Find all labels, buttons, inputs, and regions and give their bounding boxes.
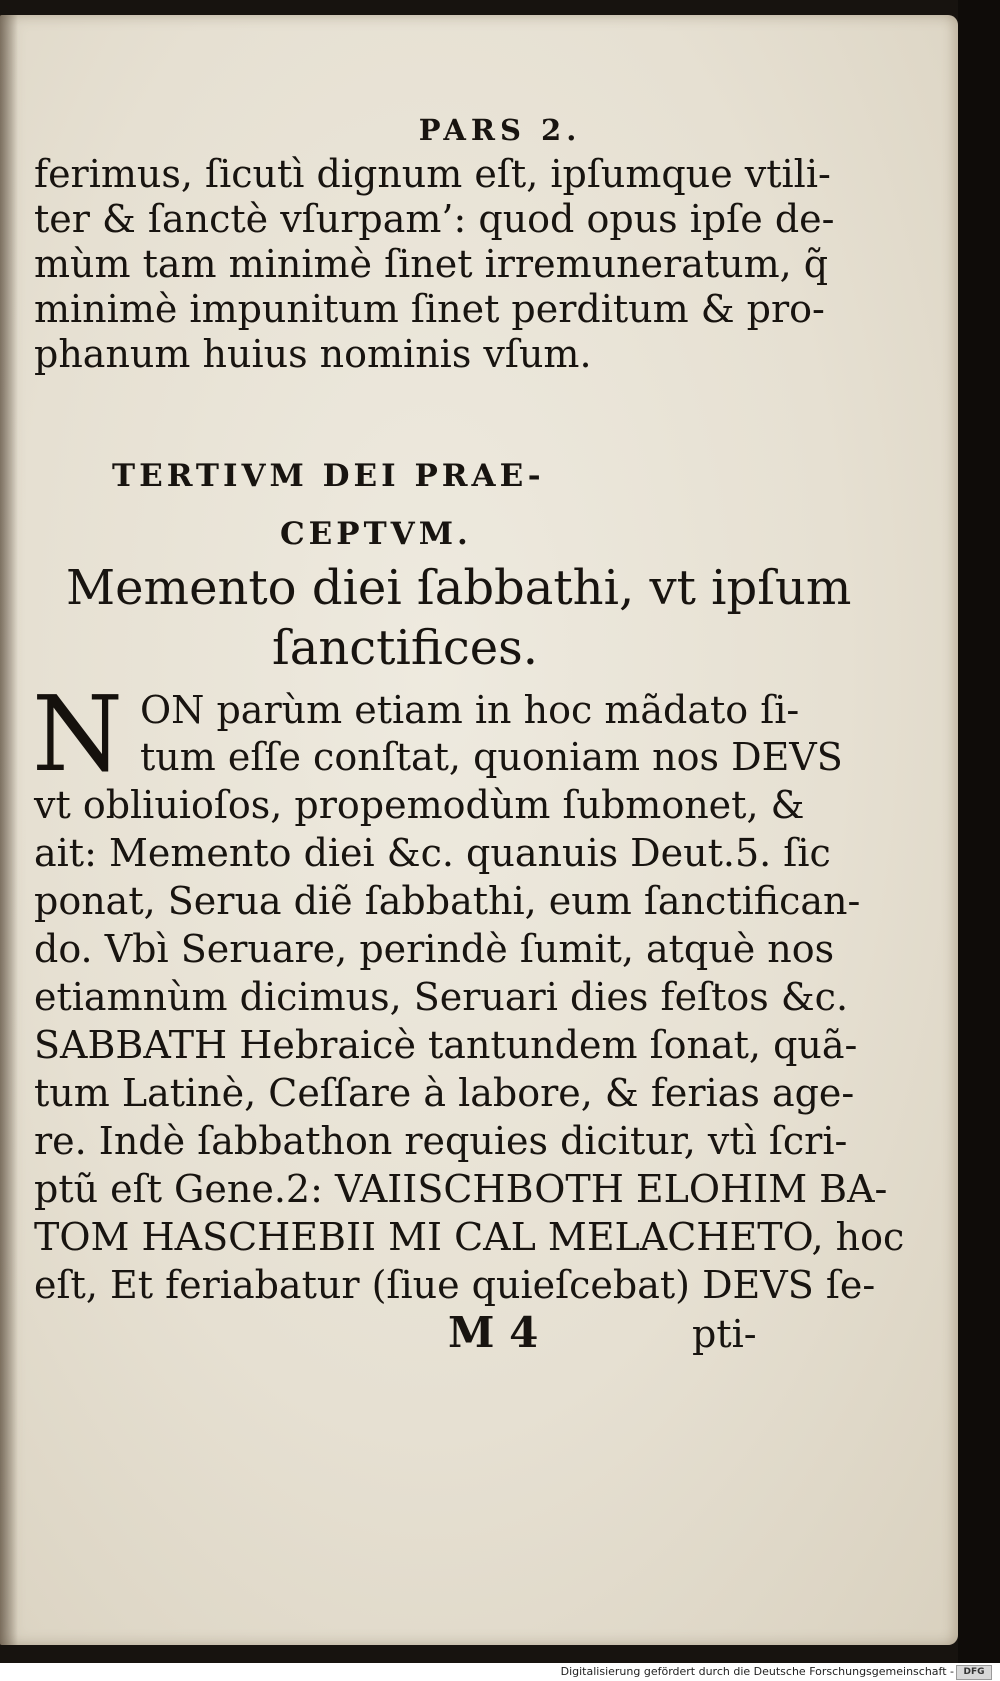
footer-bar bbox=[0, 1663, 1000, 1681]
paragraph-line: ait: Memento diei &c. quanuis Deut.5. ſic bbox=[34, 831, 831, 875]
paragraph-line: TOM HASCHEBII MI CAL MELACHETO, hoc bbox=[34, 1215, 905, 1259]
catchword: pti- bbox=[692, 1312, 757, 1356]
signature-mark: M 4 bbox=[448, 1308, 539, 1357]
paragraph-line: SABBATH Hebraicè tantundem ſonat, quã- bbox=[34, 1023, 858, 1067]
paragraph-line: eſt, Et feriabatur (ſiue quieſcebat) DEVS ſe- bbox=[34, 1263, 876, 1307]
running-head: PARS 2. bbox=[418, 113, 582, 147]
paragraph-line: do. Vbì Seruare, perindè ſumit, atquè nos bbox=[34, 927, 835, 971]
paragraph-line: vt obliuioſos, propemodùm ſubmonet, & bbox=[34, 783, 805, 827]
dark-edge bbox=[958, 0, 1000, 1681]
paragraph-line: etiamnùm dicimus, Seruari dies feſtos &c. bbox=[34, 975, 849, 1019]
motto-line-1: Memento diei ſabbathi, vt ipſum bbox=[66, 560, 852, 616]
paragraph-line: re. Indè ſabbathon requies dicitur, vtì ſcri- bbox=[34, 1119, 848, 1163]
paragraph-line: ON parùm etiam in hoc mãdato ſi- bbox=[140, 688, 800, 732]
text-line: mùm tam minimè ſinet irremuneratum, q̃ bbox=[34, 242, 829, 286]
drop-capital: N bbox=[32, 673, 123, 795]
text-line: ter & ſanctè vſurpam’: quod opus ipſe de- bbox=[34, 197, 835, 241]
text-line: ferimus, ſicutì dignum eſt, ipſumque vtili- bbox=[34, 152, 831, 196]
footer-credit: Digitalisierung gefördert durch die Deutsche Forschungsgemeinschaft - bbox=[560, 1665, 954, 1678]
gutter-shadow bbox=[0, 15, 18, 1645]
paragraph-line: tum eſſe conſtat, quoniam nos DEVS bbox=[140, 735, 843, 779]
paragraph-line: tum Latinè, Ceſſare à labore, & ferias age- bbox=[34, 1071, 855, 1115]
motto-line-2: ſanctifices. bbox=[272, 620, 539, 676]
text-line: phanum huius nominis vſum. bbox=[34, 332, 592, 376]
text-line: minimè impunitum ſinet perditum & pro- bbox=[34, 287, 825, 331]
section-heading-line-2: CEPTVM. bbox=[280, 516, 472, 552]
paragraph-line: ptũ eſt Gene.2: VAIISCHBOTH ELOHIM BA- bbox=[34, 1167, 888, 1211]
section-heading-line-1: TERTIVM DEI PRAE- bbox=[112, 458, 545, 494]
paragraph-line: ponat, Serua diẽ ſabbathi, eum ſanctifican- bbox=[34, 879, 861, 923]
dfg-logo: DFG bbox=[956, 1665, 992, 1680]
